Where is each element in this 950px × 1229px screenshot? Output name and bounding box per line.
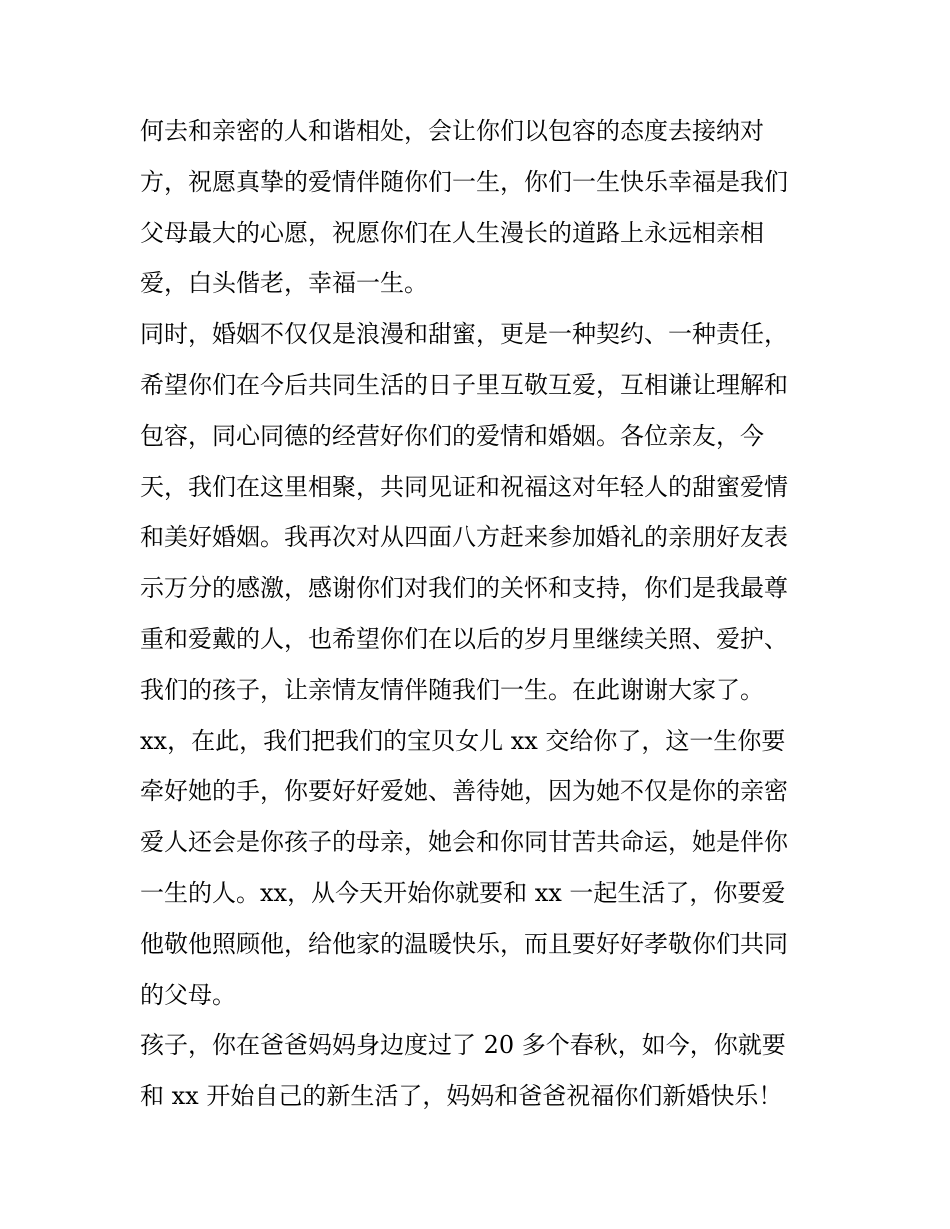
text-line: 父母最大的心愿，祝愿你们在人生漫长的道路上永远相亲相 — [140, 218, 764, 247]
text-line: 同时，婚姻不仅仅是浪漫和甜蜜，更是一种契约、一种责任， — [140, 320, 788, 349]
text-line: 牵好她的手，你要好好爱她、善待她，因为她不仅是你的亲密 — [140, 777, 788, 806]
text-line: 方，祝愿真挚的爱情伴随你们一生，你们一生快乐幸福是我们 — [140, 167, 788, 196]
text-line: 的父母。 — [140, 980, 236, 1009]
text-line: 孩子，你在爸爸妈妈身边度过了 20 多个春秋，如今，你就要 — [140, 1031, 786, 1060]
text-line: 希望你们在今后共同生活的日子里互敬互爱，互相谦让理解和 — [140, 370, 788, 399]
text-line: 和 xx 开始自己的新生活了，妈妈和爸爸祝福你们新婚快乐！ — [140, 1082, 783, 1111]
text-line: 何去和亲密的人和谐相处，会让你们以包容的态度去接纳对 — [140, 117, 764, 145]
text-line: 爱，白头偕老，幸福一生。 — [140, 269, 428, 298]
text-line: 示万分的感激，感谢你们对我们的关怀和支持，你们是我最尊 — [140, 574, 788, 603]
text-line: 我们的孩子，让亲情友情伴随我们一生。在此谢谢大家了。 — [140, 675, 764, 704]
text-line: 一生的人。xx，从今天开始你就要和 xx 一起生活了，你要爱 — [140, 878, 786, 907]
text-line: 他敬他照顾他，给他家的温暖快乐，而且要好好孝敬你们共同 — [140, 929, 788, 958]
text-line: xx，在此，我们把我们的宝贝女儿 xx 交给你了，这一生你要 — [140, 726, 786, 755]
text-line: 重和爱戴的人，也希望你们在以后的岁月里继续关照、爱护、 — [140, 624, 788, 653]
body-text — [140, 106, 820, 1122]
text-line: 和美好婚姻。我再次对从四面八方赶来参加婚礼的亲朋好友表 — [140, 523, 788, 552]
text-line: 包容，同心同德的经营好你们的爱情和婚姻。各位亲友，今 — [140, 421, 764, 450]
text-line: 爱人还会是你孩子的母亲，她会和你同甘苦共命运，她是伴你 — [140, 828, 788, 857]
text-line: 天，我们在这里相聚，共同见证和祝福这对年轻人的甜蜜爱情 — [140, 472, 788, 501]
